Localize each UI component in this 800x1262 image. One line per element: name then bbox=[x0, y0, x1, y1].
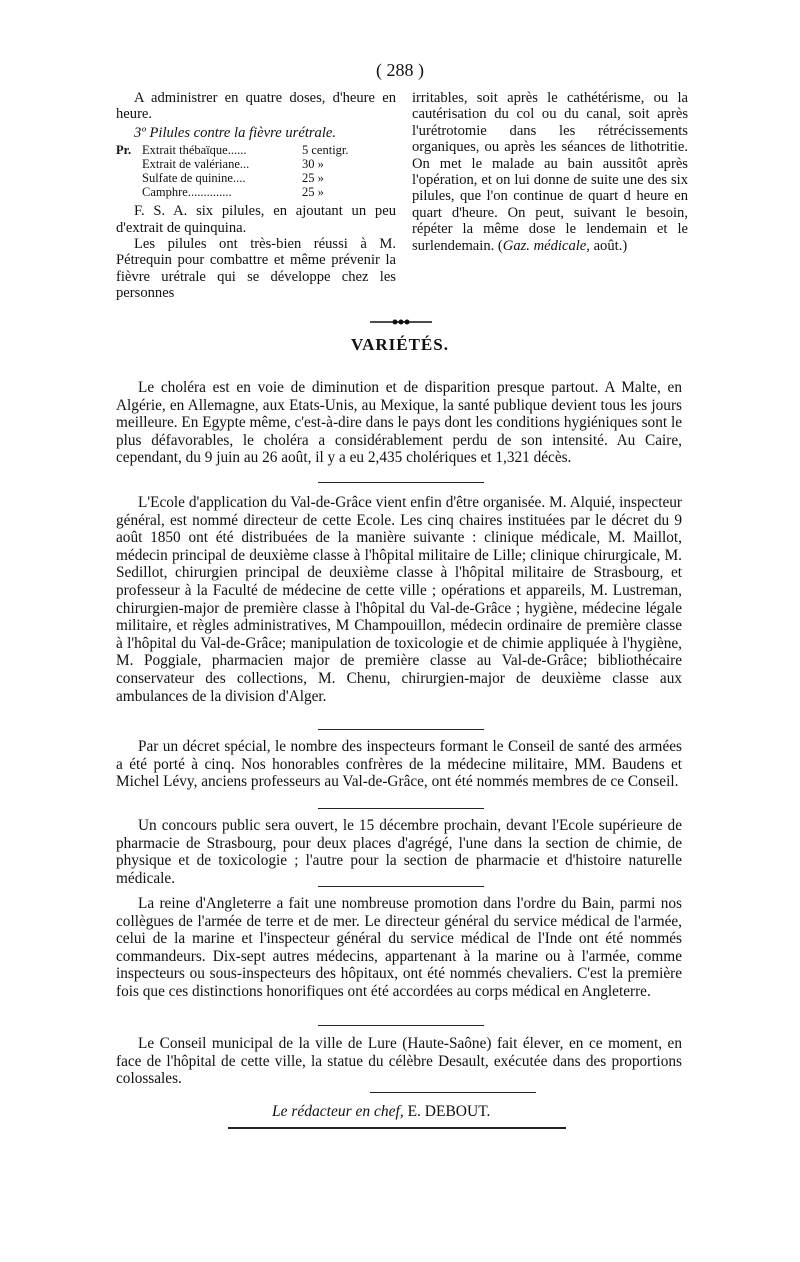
right-paragraph-text: irritables, soit après le cathétérisme, ou la cautérisation du col ou du canal, soit après l'urétrotomie dans les rétrécissements organiques, ou après les séances de lithotritie. On met le malade au bain aussitôt après l'opération, et on lui donne de suite une des six pilules, que l'on continue de quart d heure en quart d'heure. On peut, suivant le besoin, répéter la même dose le lendemain et le surlendemain. ( bbox=[412, 90, 688, 254]
divider-rule bbox=[318, 886, 484, 887]
article-conseil-sante bbox=[116, 738, 682, 791]
prescription-name: Sulfate de quinine.... bbox=[142, 171, 246, 186]
prescription-dose: 5 centigr. bbox=[302, 143, 349, 158]
divider-rule bbox=[318, 482, 484, 483]
article-text: Le Conseil municipal de la ville de Lure (Haute-Saône) fait élever, en ce moment, en face de l'hôpital de cette ville, la statue du célèbre Desault, exécutée dans des proportions colossales. bbox=[116, 1035, 682, 1088]
article-concours bbox=[116, 817, 682, 887]
editor-signature bbox=[272, 1103, 490, 1121]
article-angleterre bbox=[116, 895, 682, 1001]
prescription-prefix bbox=[116, 185, 142, 199]
left-paragraph-2: F. S. A. six pilules, en ajoutant un peu d'extrait de quinquina. bbox=[116, 203, 396, 236]
prescription-name: Extrait de valériane... bbox=[142, 157, 250, 172]
prescription-row bbox=[116, 185, 396, 199]
page-number: ( 288 ) bbox=[376, 60, 424, 80]
article-text: Le choléra est en voie de diminution et de disparition presque partout. A Malte, en Algérie, en Allemagne, aux Etats-Unis, au Mexique, la santé publique devient tous les jours meilleure. En Egypte même, c'est-à-dire dans le pays dont les conditions hygiéniques sont le plus défavorables, le choléra a considérablement perdu de son intensité. Au Caire, cependant, du 9 juin au 26 août, il y a eu 2,435 cholériques et 1,321 décès. bbox=[116, 379, 682, 467]
signature-role: Le rédacteur en chef, bbox=[272, 1103, 404, 1120]
prescription-row bbox=[116, 157, 396, 171]
prescription-dose: 25 » bbox=[302, 185, 324, 200]
divider-rule bbox=[370, 1092, 536, 1093]
divider-rule bbox=[318, 808, 484, 809]
article-text: Un concours public sera ouvert, le 15 décembre prochain, devant l'Ecole supérieure de pharmacie de Strasbourg, pour deux places d'agrégé, l'une dans la section de chimie, de physique et de toxicologie ; l'autre pour la section de pharmacie et d'histoire naturelle médicale. bbox=[116, 817, 682, 887]
prescription-name: Extrait thébaïque...... bbox=[142, 143, 247, 158]
right-paragraph bbox=[412, 90, 688, 254]
pill-heading: 3º Pilules contre la fièvre urétrale. bbox=[134, 124, 337, 141]
prescription-row bbox=[116, 171, 396, 185]
prescription-prefix bbox=[116, 171, 142, 185]
source-citation-tail: août.) bbox=[589, 237, 628, 254]
left-paragraph-1: A administrer en quatre doses, d'heure en heure. bbox=[116, 90, 396, 123]
prescription-row bbox=[116, 143, 396, 157]
article-text: La reine d'Angleterre a fait une nombreuse promotion dans l'ordre du Bain, parmi nos collègues de l'armée de terre et de mer. Le directeur général du service médical de l'armée, celui de la marine et l'inspecteur général du service médical de l'Inde ont été nommés commandeurs. Dix-sept autres médecins, appartenant à la marine ou à l'armée, comme inspecteurs ou sous-inspecteurs des hôpitaux, ont été nommés chevaliers. C'est la première fois que ces distinctions honorifiques ont été accordées au corps médical en Angleterre. bbox=[116, 895, 682, 1000]
article-text: L'Ecole d'application du Val-de-Grâce vient enfin d'être organisée. M. Alquié, inspecteur général, est nommé directeur de cette Ecole. Les cinq chaires instituées par le décret du 9 août 1850 ont été distribuées de la manière suivante : clinique médicale, M. Maillot, médecin principal de deuxième classe à l'hôpital militaire de Lille; clinique chirurgicale, M. Sedillot, chirurgien principal de deuxième classe à l'hôpital militaire de Strasbourg, et professeur à la Faculté de médecine de cette ville ; opérations et appareils, M. Lustreman, chirurgien-major de première classe à l'hôpital du Val-de-Grâce ; hygiène, médecine légale militaire, et règles administratives, M Champouillon, médecin ordinaire de première classe à l'hôpital du Val-de-Grâce; manipulation de toxicologie et de chimie appliquée à l'hygiène, M. Poggiale, pharmacien major de première classe au Val-de-Grâce; bibliothécaire conservateur des collections, M. Chenu, chirurgien-major de deuxième classe aux ambulances de la division d'Alger. bbox=[116, 494, 682, 705]
right-column bbox=[412, 90, 688, 254]
article-cholera bbox=[116, 379, 682, 467]
prescription-dose: 25 » bbox=[302, 171, 324, 186]
ornament-divider bbox=[370, 318, 432, 326]
article-text: Par un décret spécial, le nombre des inspecteurs formant le Conseil de santé des armées a été porté à cinq. Nos honorables confrères de la médecine militaire, MM. Baudens et Michel Lévy, anciens professeurs au Val-de-Grâce, ont été nommés membres de ce Conseil. bbox=[116, 738, 682, 791]
article-val-de-grace bbox=[116, 494, 682, 705]
article-lure bbox=[116, 1035, 682, 1088]
divider-rule bbox=[318, 729, 484, 730]
source-citation: Gaz. médicale, bbox=[502, 237, 590, 254]
left-paragraph-3: Les pilules ont très-bien réussi à M. Pétrequin pour combattre et même prévenir la fièvre urétrale qui se développe chez les personnes bbox=[116, 236, 396, 302]
prescription-name: Camphre.............. bbox=[142, 185, 232, 200]
divider-rule bbox=[318, 1025, 484, 1026]
left-column bbox=[116, 90, 396, 302]
prescription-list bbox=[116, 143, 396, 199]
prescription-prefix: Pr. bbox=[116, 143, 132, 158]
prescription-dose: 30 » bbox=[302, 157, 324, 172]
prescription-prefix bbox=[116, 157, 142, 171]
signature-name: E. DEBOUT. bbox=[403, 1103, 491, 1120]
footer-rule bbox=[228, 1127, 566, 1129]
section-title: VARIÉTÉS. bbox=[351, 335, 449, 354]
